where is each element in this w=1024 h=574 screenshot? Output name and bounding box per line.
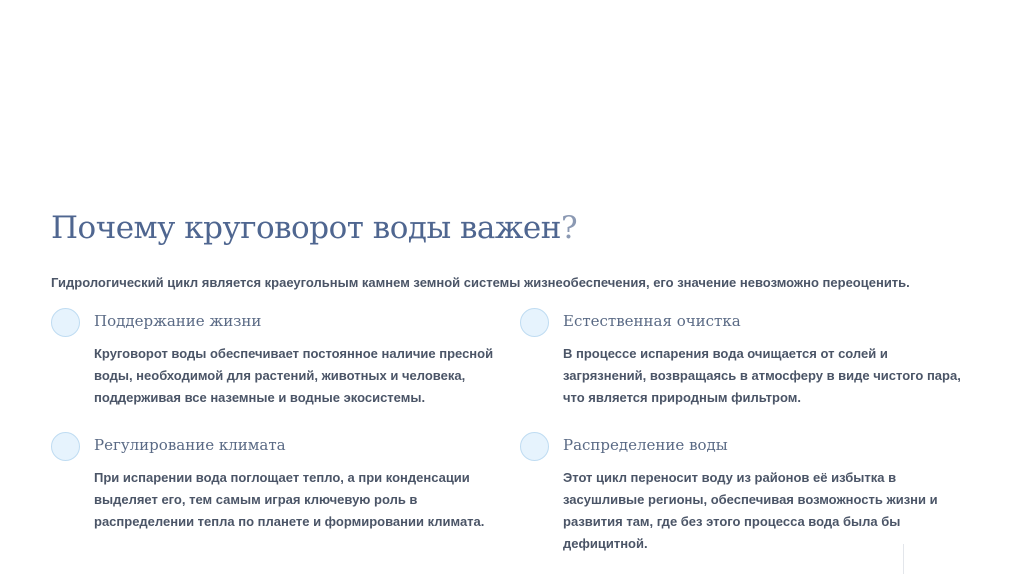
- slide-title-text: Почему круговорот воды важен: [51, 210, 561, 246]
- circle-icon: [520, 432, 549, 461]
- feature-title: Поддержание жизни: [94, 312, 262, 330]
- divider-line: [903, 544, 904, 574]
- slide-title: [51, 210, 577, 246]
- feature-description: Круговорот воды обеспечивает постоянное наличие пресной воды, необходимой для растений, животных и человека, поддерживая все наземные и водные экосистемы.: [94, 346, 494, 405]
- circle-icon: [51, 432, 80, 461]
- feature-description: При испарении вода поглощает тепло, а при конденсации выделяет его, тем самым играя ключевую роль в распределении тепла по планете и формировании климата.: [94, 470, 485, 529]
- feature-title: Распределение воды: [563, 436, 728, 454]
- circle-icon: [520, 308, 549, 337]
- circle-icon: [51, 308, 80, 337]
- feature-title: Регулирование климата: [94, 436, 286, 454]
- slide-subtitle: Гидрологический цикл является краеугольным камнем земной системы жизнеобеспечения, его значение невозможно переоценить.: [51, 275, 910, 290]
- feature-title: Естественная очистка: [563, 312, 741, 330]
- feature-description: Этот цикл переносит воду из районов её избытка в засушливые регионы, обеспечивая возможность жизни и развития там, где без этого процесса вода была бы дефицитной.: [563, 470, 938, 551]
- feature-description: В процессе испарения вода очищается от солей и загрязнений, возвращаясь в атмосферу в виде чистого пара, что является природным фильтром.: [563, 346, 961, 405]
- slide-title-question-mark: ?: [560, 210, 578, 246]
